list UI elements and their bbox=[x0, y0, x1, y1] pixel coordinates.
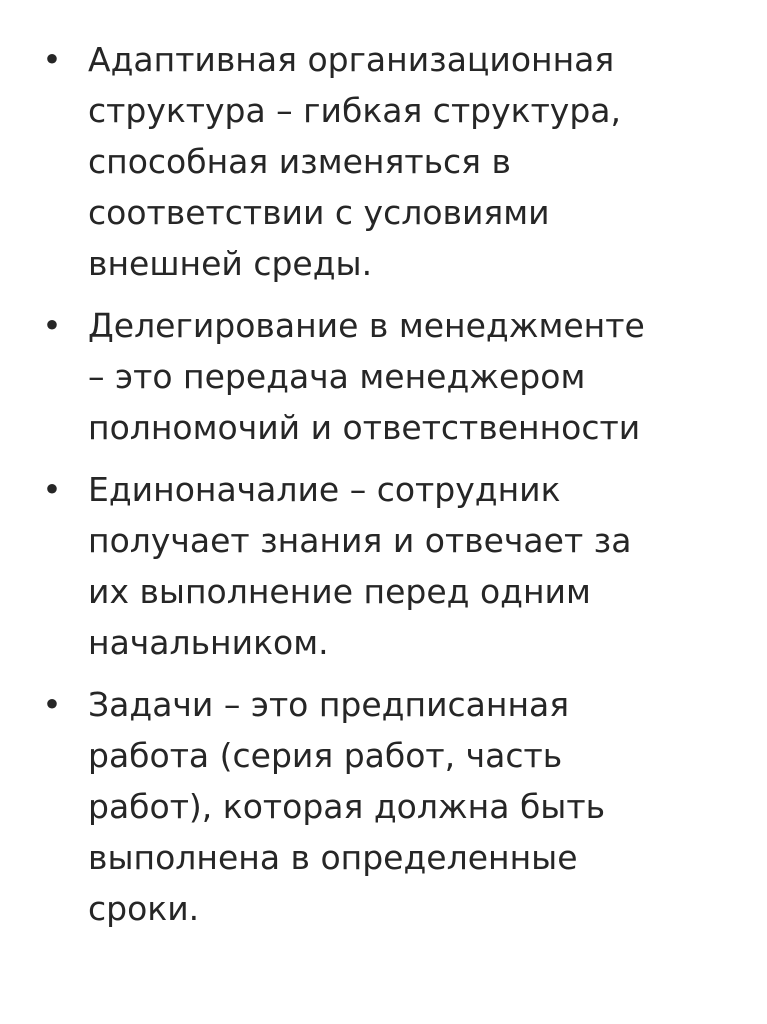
text-line: Единоначалие – сотрудник bbox=[88, 470, 561, 509]
bullet-text bbox=[88, 34, 740, 289]
bullet-item-unity-of-command bbox=[40, 464, 740, 668]
bullet-item-adaptive-structure bbox=[40, 34, 740, 289]
bullet-icon: • bbox=[42, 40, 62, 79]
text-line: полномочий и ответственности bbox=[88, 408, 641, 447]
text-line: их выполнение перед одним bbox=[88, 572, 591, 611]
bullet-icon: • bbox=[42, 470, 62, 509]
text-line: начальником. bbox=[88, 623, 329, 662]
bullet-text bbox=[88, 679, 740, 934]
bullet-text bbox=[88, 464, 740, 668]
bullet-list bbox=[40, 34, 740, 945]
text-line: работа (серия работ, часть bbox=[88, 736, 563, 775]
bullet-text bbox=[88, 300, 740, 453]
text-line: сроки. bbox=[88, 889, 200, 928]
text-line: – это передача менеджером bbox=[88, 357, 586, 396]
text-line: структура – гибкая структура, bbox=[88, 91, 621, 130]
text-line: Адаптивная организационная bbox=[88, 40, 615, 79]
text-line: способная изменяться в bbox=[88, 142, 511, 181]
text-line: соответствии с условиями bbox=[88, 193, 550, 232]
bullet-item-tasks bbox=[40, 679, 740, 934]
text-line: получает знания и отвечает за bbox=[88, 521, 632, 560]
text-line: работ), которая должна быть bbox=[88, 787, 606, 826]
bullet-icon: • bbox=[42, 306, 62, 345]
text-line: Задачи – это предписанная bbox=[88, 685, 570, 724]
text-line: внешней среды. bbox=[88, 244, 373, 283]
text-line: выполнена в определенные bbox=[88, 838, 578, 877]
bullet-icon: • bbox=[42, 685, 62, 724]
bullet-item-delegation bbox=[40, 300, 740, 453]
text-line: Делегирование в менеджменте bbox=[88, 306, 645, 345]
